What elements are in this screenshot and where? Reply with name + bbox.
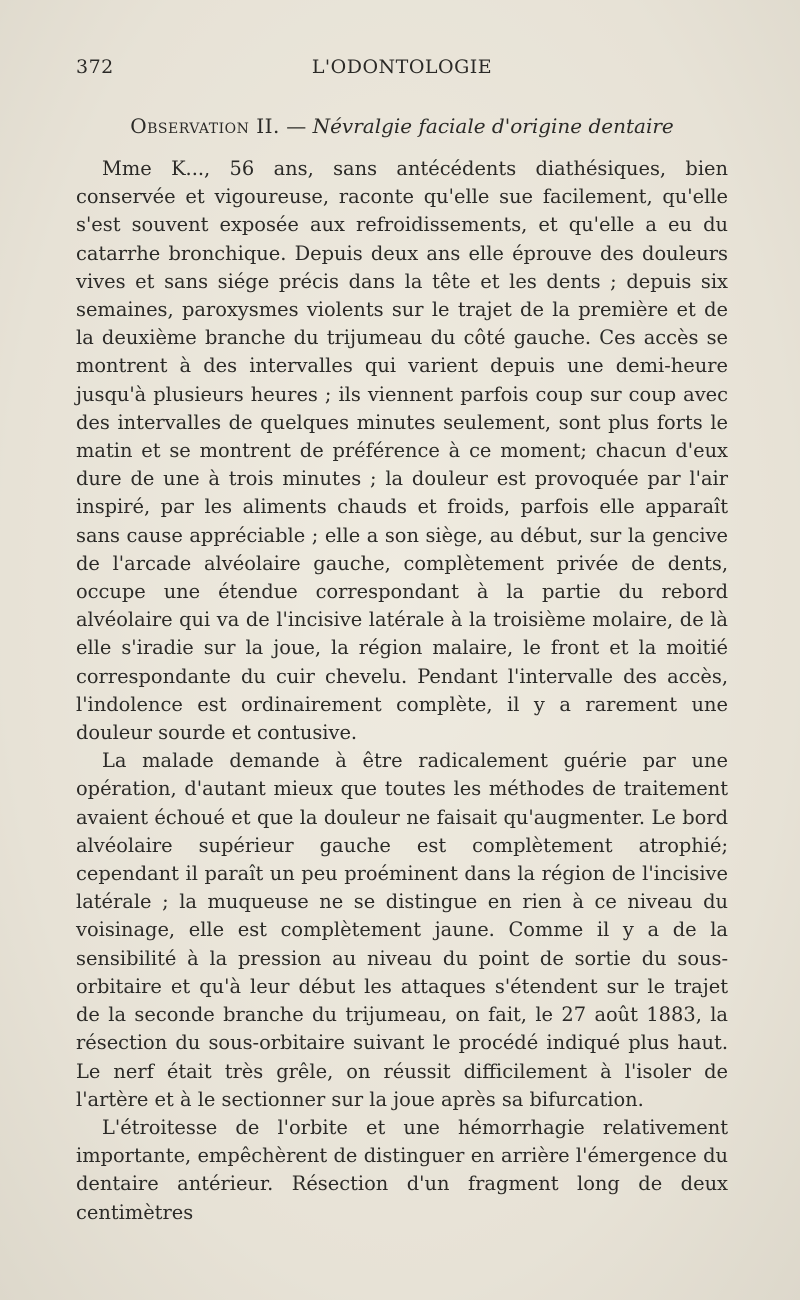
paragraph: L'étroitesse de l'orbite et une hémorrhagie relativement importante, empêchèrent de distinguer en arrière l'émergence du dentaire antérieur. Résection d'un fragment long de deux centimètres [76,1115,728,1224]
paragraph: Mme K..., 56 ans, sans antécédents diathésiques, bien conservée et vigoureuse, raconte qu'elle sue facilement, qu'elle s'est souvent exposée aux refroidissements, et qu'elle a eu du catarrhe bronchique. Depuis deux ans elle éprouve des douleurs vives et sans siége précis dans la tête et les dents ; depuis six semaines, paroxysmes violents sur le trajet de la première et de la deuxième branche du trijumeau du côté gauche. Ces accès se montrent à des intervalles qui varient depuis une demi-heure jusqu'à plusieurs heures ; ils viennent parfois coup sur coup avec des intervalles de quelques minutes seulement, sont plus forts le matin et se montrent de préférence à ce moment; chacun d'eux dure de une à trois minutes ; la douleur est provoquée par l'air inspiré, par les aliments chauds et froids, parfois elle apparaît sans cause appréciable ; elle a son siège, au début, sur la gencive de l'arcade alvéolaire gauche, complètement privée de dents, occupe une étendue correspondant à la partie du rebord alvéolaire qui va de l'incisive latérale à la troisième molaire, de là elle s'iradie sur la joue, la région malaire, le front et la moitié correspondante du cuir chevelu. Pendant l'intervalle des accès, l'indolence est ordinairement complète, il y a rarement une douleur sourde et contusive. [76,157,728,745]
page-header [76,56,728,86]
running-title: L'ODONTOLOGIE [311,56,493,78]
heading-dash: — [279,114,313,138]
page-number: 372 [76,56,114,78]
observation-label: Observation II. [130,114,280,138]
section-heading [76,114,728,138]
paragraph: La malade demande à être radicalement guérie par une opération, d'autant mieux que toutes les méthodes de traitement avaient échoué et que la douleur ne faisait qu'augmenter. Le bord alvéolaire supérieur gauche est complètement atrophié; cependant il paraît un peu proéminent dans la région de l'incisive latérale ; la muqueuse ne se distingue en rien à ce niveau du voisinage, elle est complètement jaune. Comme il y a de la sensibilité à la pression au niveau du point de sortie du sous-orbitaire et qu'à leur début les attaques s'étendent sur le trajet de la seconde branche du trijumeau, on fait, le 27 août 1883, la résection du sous-orbitaire suivant le procédé indiqué plus haut. Le nerf était très grêle, on réussit difficilement à l'isoler de l'artère et à le sectionner sur la joue après sa bifurcation. [76,749,728,1111]
body-text [76,155,728,1227]
observation-title: Névralgie faciale d'origine dentaire [312,114,674,138]
